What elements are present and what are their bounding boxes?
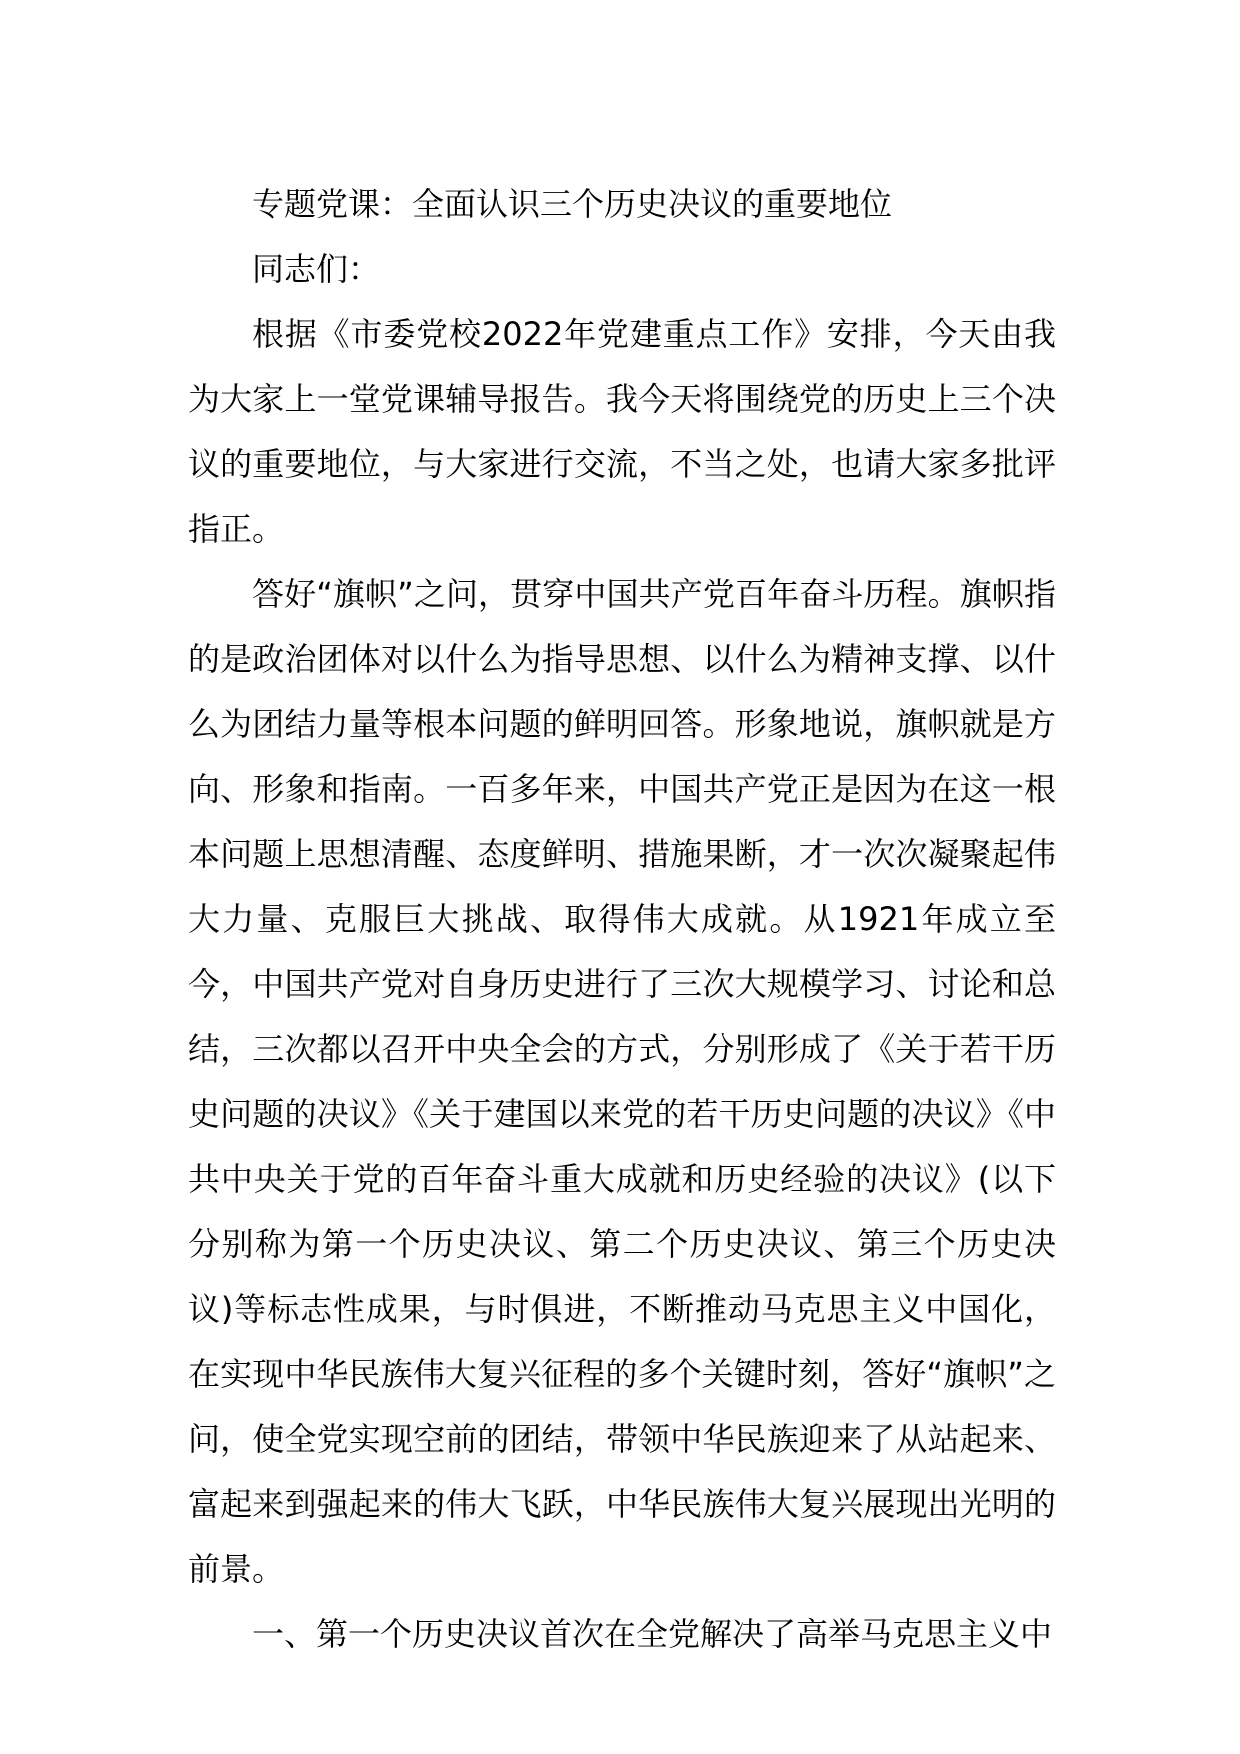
- paragraph-banner-question: 答好“旗帜”之问，贯穿中国共产党百年奋斗历程。旗帜指的是政治团体对以什么为指导思想、以什么为精神支撑、以什么为团结力量等根本问题的鲜明回答。形象地说，旗帜就是方向、形象和指南。一百多年来，中国共产党正是因为在这一根本问题上思想清醒、态度鲜明、措施果断，才一次次凝聚起伟大力量、克服巨大挑战、取得伟大成就。从1921年成立至今，中国共产党对自身历史进行了三次大规模学习、讨论和总结，三次都以召开中央全会的方式，分别形成了《关于若干历史问题的决议》《关于建国以来党的若干历史问题的决议》《中共中央关于党的百年奋斗重大成就和历史经验的决议》(以下分别称为第一个历史决议、第二个历史决议、第三个历史决议)等标志性成果，与时俱进，不断推动马克思主义中国化，在实现中华民族伟大复兴征程的多个关键时刻，答好“旗帜”之问，使全党实现空前的团结，带领中华民族迎来了从站起来、富起来到强起来的伟大飞跃，中华民族伟大复兴展现出光明的前景。: [188, 575, 1056, 1588]
- document-body: [188, 172, 1056, 1667]
- section-heading-one: 一、第一个历史决议首次在全党解决了高举马克思主义中: [252, 1615, 1053, 1653]
- document-title: 专题党课：全面认识三个历史决议的重要地位: [252, 185, 893, 223]
- paragraph-intro: 根据《市委党校2022年党建重点工作》安排，今天由我为大家上一堂党课辅导报告。我今天将围绕党的历史上三个决议的重要地位，与大家进行交流，不当之处，也请大家多批评指正。: [188, 315, 1056, 548]
- salutation: 同志们：: [252, 250, 381, 288]
